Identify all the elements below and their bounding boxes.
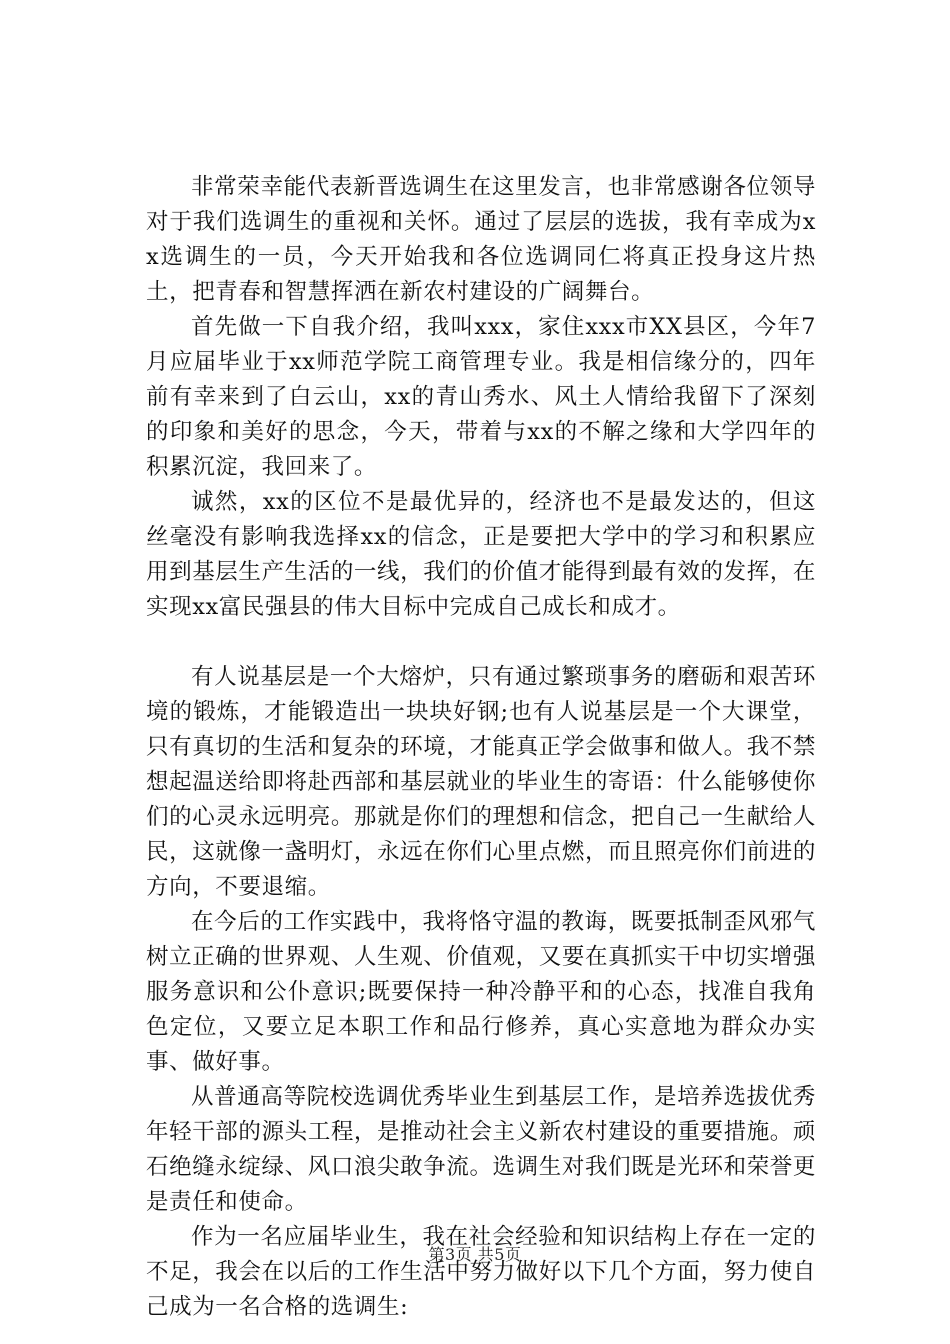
paragraph-2: 首先做一下自我介绍，我叫xxx，家住xxx市XX县区，今年7月应届毕业于xx师范学院工商管理专业。我是相信缘分的，四年前有幸来到了白云山，xx的青山秀水、风土人情给我留下了深刻的印象和美好的思念，今天，带着与xx的不解之缘和大学四年的积累沉淀，我回来了。 [146, 314, 816, 480]
paragraph-5: 在今后的工作实践中，我将恪守温的教诲，既要抵制歪风邪气树立正确的世界观、人生观、价值观，又要在真抓实干中切实增强服务意识和公仆意识;既要保持一种冷静平和的心态，找准自我角色定位，又要立足本职工作和品行修养，真心实意地为群众办实事、做好事。 [146, 909, 816, 1075]
paragraph-gap [146, 625, 816, 660]
paragraph-1: 非常荣幸能代表新晋选调生在这里发言，也非常感谢各位领导对于我们选调生的重视和关怀。通过了层层的选拔，我有幸成为xx选调生的一员，今天开始我和各位选调同仁将真正投身这片热土，把青春和智慧挥洒在新农村建设的广阔舞台。 [146, 174, 816, 305]
body-text [146, 170, 816, 1325]
paragraph-3: 诚然，xx的区位不是最优异的，经济也不是最发达的，但这丝毫没有影响我选择xx的信念，正是要把大学中的学习和积累应用到基层生产生活的一线，我们的价值才能得到最有效的发挥，在实现xx富民强县的伟大目标中完成自己成长和成才。 [146, 489, 816, 620]
page-footer: 第3页 共5页 [428, 1245, 522, 1264]
paragraph-6: 从普通高等院校选调优秀毕业生到基层工作，是培养选拔优秀年轻干部的源头工程，是推动社会主义新农村建设的重要措施。顽石绝缝永绽绿、风口浪尖敢争流。选调生对我们既是光环和荣誉更是责任和使命。 [146, 1084, 816, 1215]
paragraph-4: 有人说基层是一个大熔炉，只有通过繁琐事务的磨砺和艰苦环境的锻炼，才能锻造出一块块好钢;也有人说基层是一个大课堂，只有真切的生活和复杂的环境，才能真正学会做事和做人。我不禁想起温送给即将赴西部和基层就业的毕业生的寄语：什么能够使你们的心灵永远明亮。那就是你们的理想和信念，把自己一生献给人民，这就像一盏明灯，永远在你们心里点燃，而且照亮你们前进的方向，不要退缩。 [146, 664, 816, 900]
paragraph-7: 作为一名应届毕业生，我在社会经验和知识结构上存在一定的不足，我会在以后的工作生活中努力做好以下几个方面，努力使自己成为一名合格的选调生: [146, 1224, 816, 1320]
